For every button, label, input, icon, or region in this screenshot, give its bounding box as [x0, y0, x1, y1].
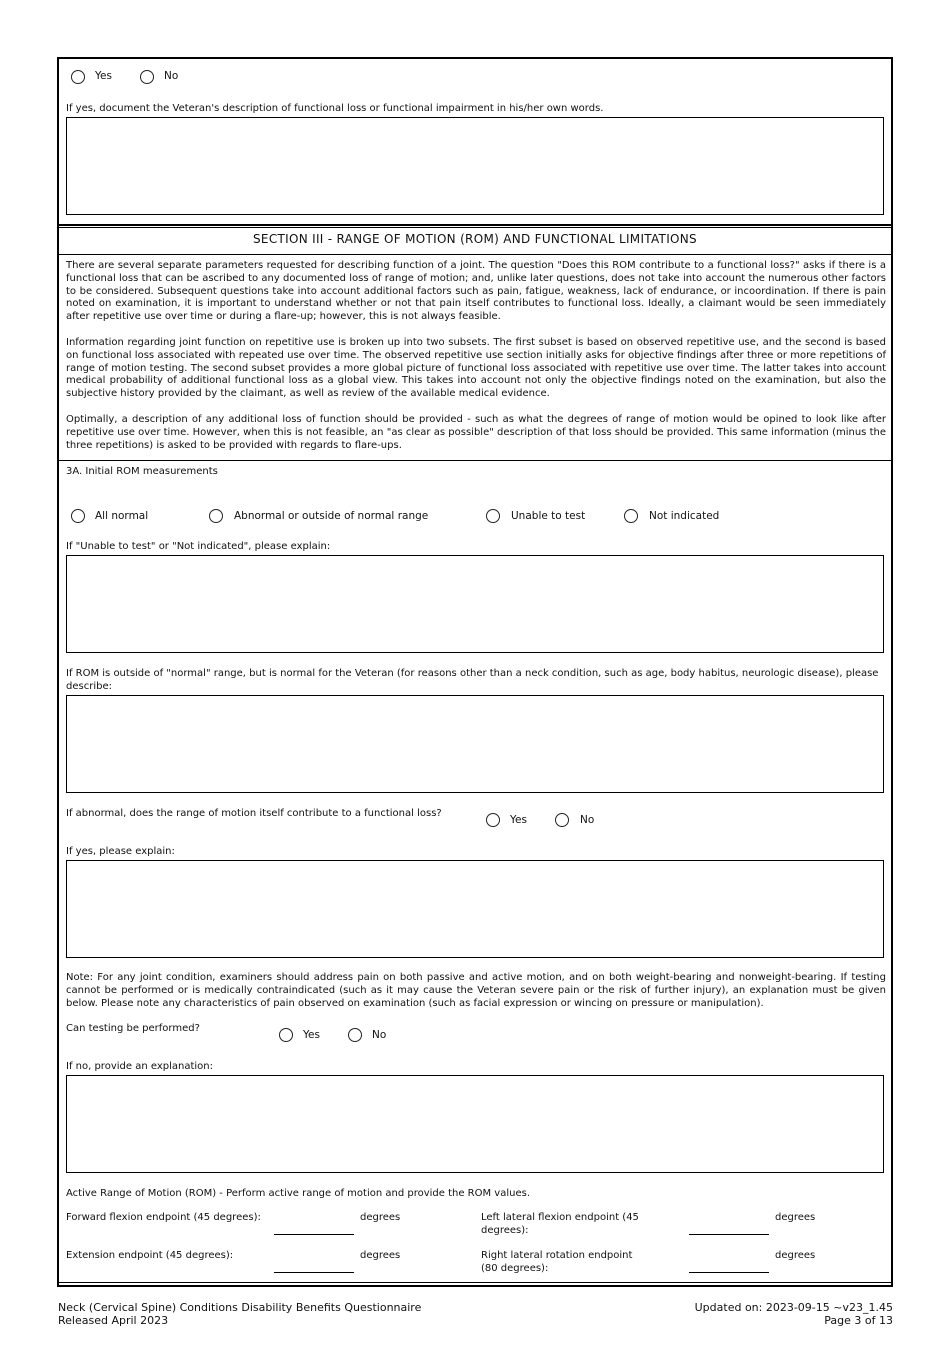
functional-loss-description-textarea[interactable] [66, 117, 884, 215]
functional-loss-description-label: If yes, document the Veteran's description of functional loss or functional impairment in his/her own words. [66, 103, 604, 114]
intro-paragraph-3: Optimally, a description of any additional loss of function should be provided - such as what the degrees of range of motion would be opined to look like after repetitive use over time. However, when this is not feasible, an "as clear as possible" description of that loss should be provided. This same information (minus the three repetitions) is asked to be provided with regards to flare-ups. [66, 414, 886, 451]
testing-question: Can testing be performed? [66, 1023, 200, 1034]
abnormal-loss-yes-label: Yes [510, 814, 527, 826]
abnormal-functional-loss-question: If abnormal, does the range of motion itself contribute to a functional loss? [66, 808, 442, 819]
testing-no-label: No [372, 1029, 387, 1041]
unable-explain-textarea[interactable] [66, 555, 884, 653]
intro-paragraph-2: Information regarding joint function on repetitive use is broken up into two subsets. The first subset is based on observed repetitive use, and the second is based on functional loss associated with repeated use over time. The observed repetitive use section initially asks for objective findings after three or more repetitions of range of motion testing. The second subset provides a more global picture of functional loss associated with repetitive use over time. The latter takes into account medical probability of additional functional loss as a global view. This takes into account not only the objective findings noted on the examination, but also the subjective history provided by the claimant, as well as review of the available medical evidence. [66, 337, 886, 400]
forward-flexion-unit: degrees [360, 1212, 401, 1223]
outside-normal-textarea[interactable] [66, 695, 884, 793]
footer-released: Released April 2023 [58, 1314, 169, 1327]
no-explain-label: If no, provide an explanation: [66, 1061, 213, 1072]
left-lateral-flexion-label: Left lateral flexion endpoint (45 degrees): [481, 1212, 639, 1236]
testing-yes-radio[interactable] [279, 1028, 293, 1042]
yes-explain-label: If yes, please explain: [66, 846, 175, 857]
right-lateral-rotation-input[interactable] [689, 1272, 769, 1273]
abnormal-loss-no-radio[interactable] [555, 813, 569, 827]
no-explain-textarea[interactable] [66, 1075, 884, 1173]
footer-updated: Updated on: 2023-09-15 ~v23_1.45 [694, 1301, 893, 1314]
rom-abnormal-radio[interactable] [209, 509, 223, 523]
functional-loss-no-label: No [164, 70, 179, 82]
functional-loss-yes-label: Yes [95, 70, 112, 82]
functional-loss-yes-radio[interactable] [71, 70, 85, 84]
intro-paragraph-1: There are several separate parameters requested for describing function of a joint. The question "Does this ROM contribute to a functional loss?" asks if there is a functional loss that can be ascribed to any documented loss of range of motion; and, unlike later questions, does not take into account the numerous other factors to be considered. Subsequent questions take into account additional factors such as pain, fatigue, weakness, lack of endurance, or incoordination. If there is pain noted on examination, it is important to understand whether or not that pain itself contributes to functional loss. Ideally, a claimant would be seen immediately after repetitive use over time or during a flare-up; however, this is not always feasible. [66, 260, 886, 323]
forward-flexion-input[interactable] [274, 1234, 354, 1235]
section-title: SECTION III - RANGE OF MOTION (ROM) AND FUNCTIONAL LIMITATIONS [253, 232, 697, 246]
extension-label: Extension endpoint (45 degrees): [66, 1250, 234, 1261]
abnormal-loss-yes-radio[interactable] [486, 813, 500, 827]
divider [59, 254, 891, 255]
divider [59, 227, 891, 228]
right-lateral-rotation-unit: degrees [775, 1250, 816, 1261]
footer-form-title: Neck (Cervical Spine) Conditions Disability Benefits Questionnaire [58, 1301, 422, 1314]
forward-flexion-label: Forward flexion endpoint (45 degrees): [66, 1212, 261, 1223]
rom-all-normal-radio[interactable] [71, 509, 85, 523]
right-lateral-rotation-label: Right lateral rotation endpoint (80 degrees): [481, 1250, 633, 1274]
footer-page-number: Page 3 of 13 [824, 1314, 893, 1327]
rom-unable-to-test-label: Unable to test [511, 510, 586, 522]
rom-all-normal-label: All normal [95, 510, 149, 522]
divider [59, 1282, 891, 1283]
initial-rom-heading: 3A. Initial ROM measurements [66, 466, 218, 477]
rom-not-indicated-radio[interactable] [624, 509, 638, 523]
testing-yes-label: Yes [303, 1029, 320, 1041]
rom-unable-to-test-radio[interactable] [486, 509, 500, 523]
pain-testing-note: Note: For any joint condition, examiners should address pain on both passive and active motion, and on both weight-bearing and nonweight-bearing. If testing cannot be performed or is medically contraindicated (such as it may cause the Veteran severe pain or the risk of further injury), an explanation must be given below. Please note any characteristics of pain observed on examination (such as facial expression or wincing on pressure or manipulation). [66, 972, 886, 1009]
left-lateral-flexion-input[interactable] [689, 1234, 769, 1235]
active-rom-label: Active Range of Motion (ROM) - Perform active range of motion and provide the ROM values. [66, 1188, 531, 1199]
outside-normal-label: If ROM is outside of "normal" range, but is normal for the Veteran (for reasons other than a neck condition, such as age, body habitus, neurologic disease), please describe: [66, 668, 879, 692]
divider [59, 460, 891, 461]
rom-not-indicated-label: Not indicated [649, 510, 720, 522]
yes-explain-textarea[interactable] [66, 860, 884, 958]
left-lateral-flexion-unit: degrees [775, 1212, 816, 1223]
extension-unit: degrees [360, 1250, 401, 1261]
divider [59, 224, 891, 226]
functional-loss-no-radio[interactable] [140, 70, 154, 84]
extension-input[interactable] [274, 1272, 354, 1273]
unable-explain-label: If "Unable to test" or "Not indicated", please explain: [66, 541, 331, 552]
rom-abnormal-label: Abnormal or outside of normal range [234, 510, 429, 522]
abnormal-loss-no-label: No [580, 814, 595, 826]
testing-no-radio[interactable] [348, 1028, 362, 1042]
